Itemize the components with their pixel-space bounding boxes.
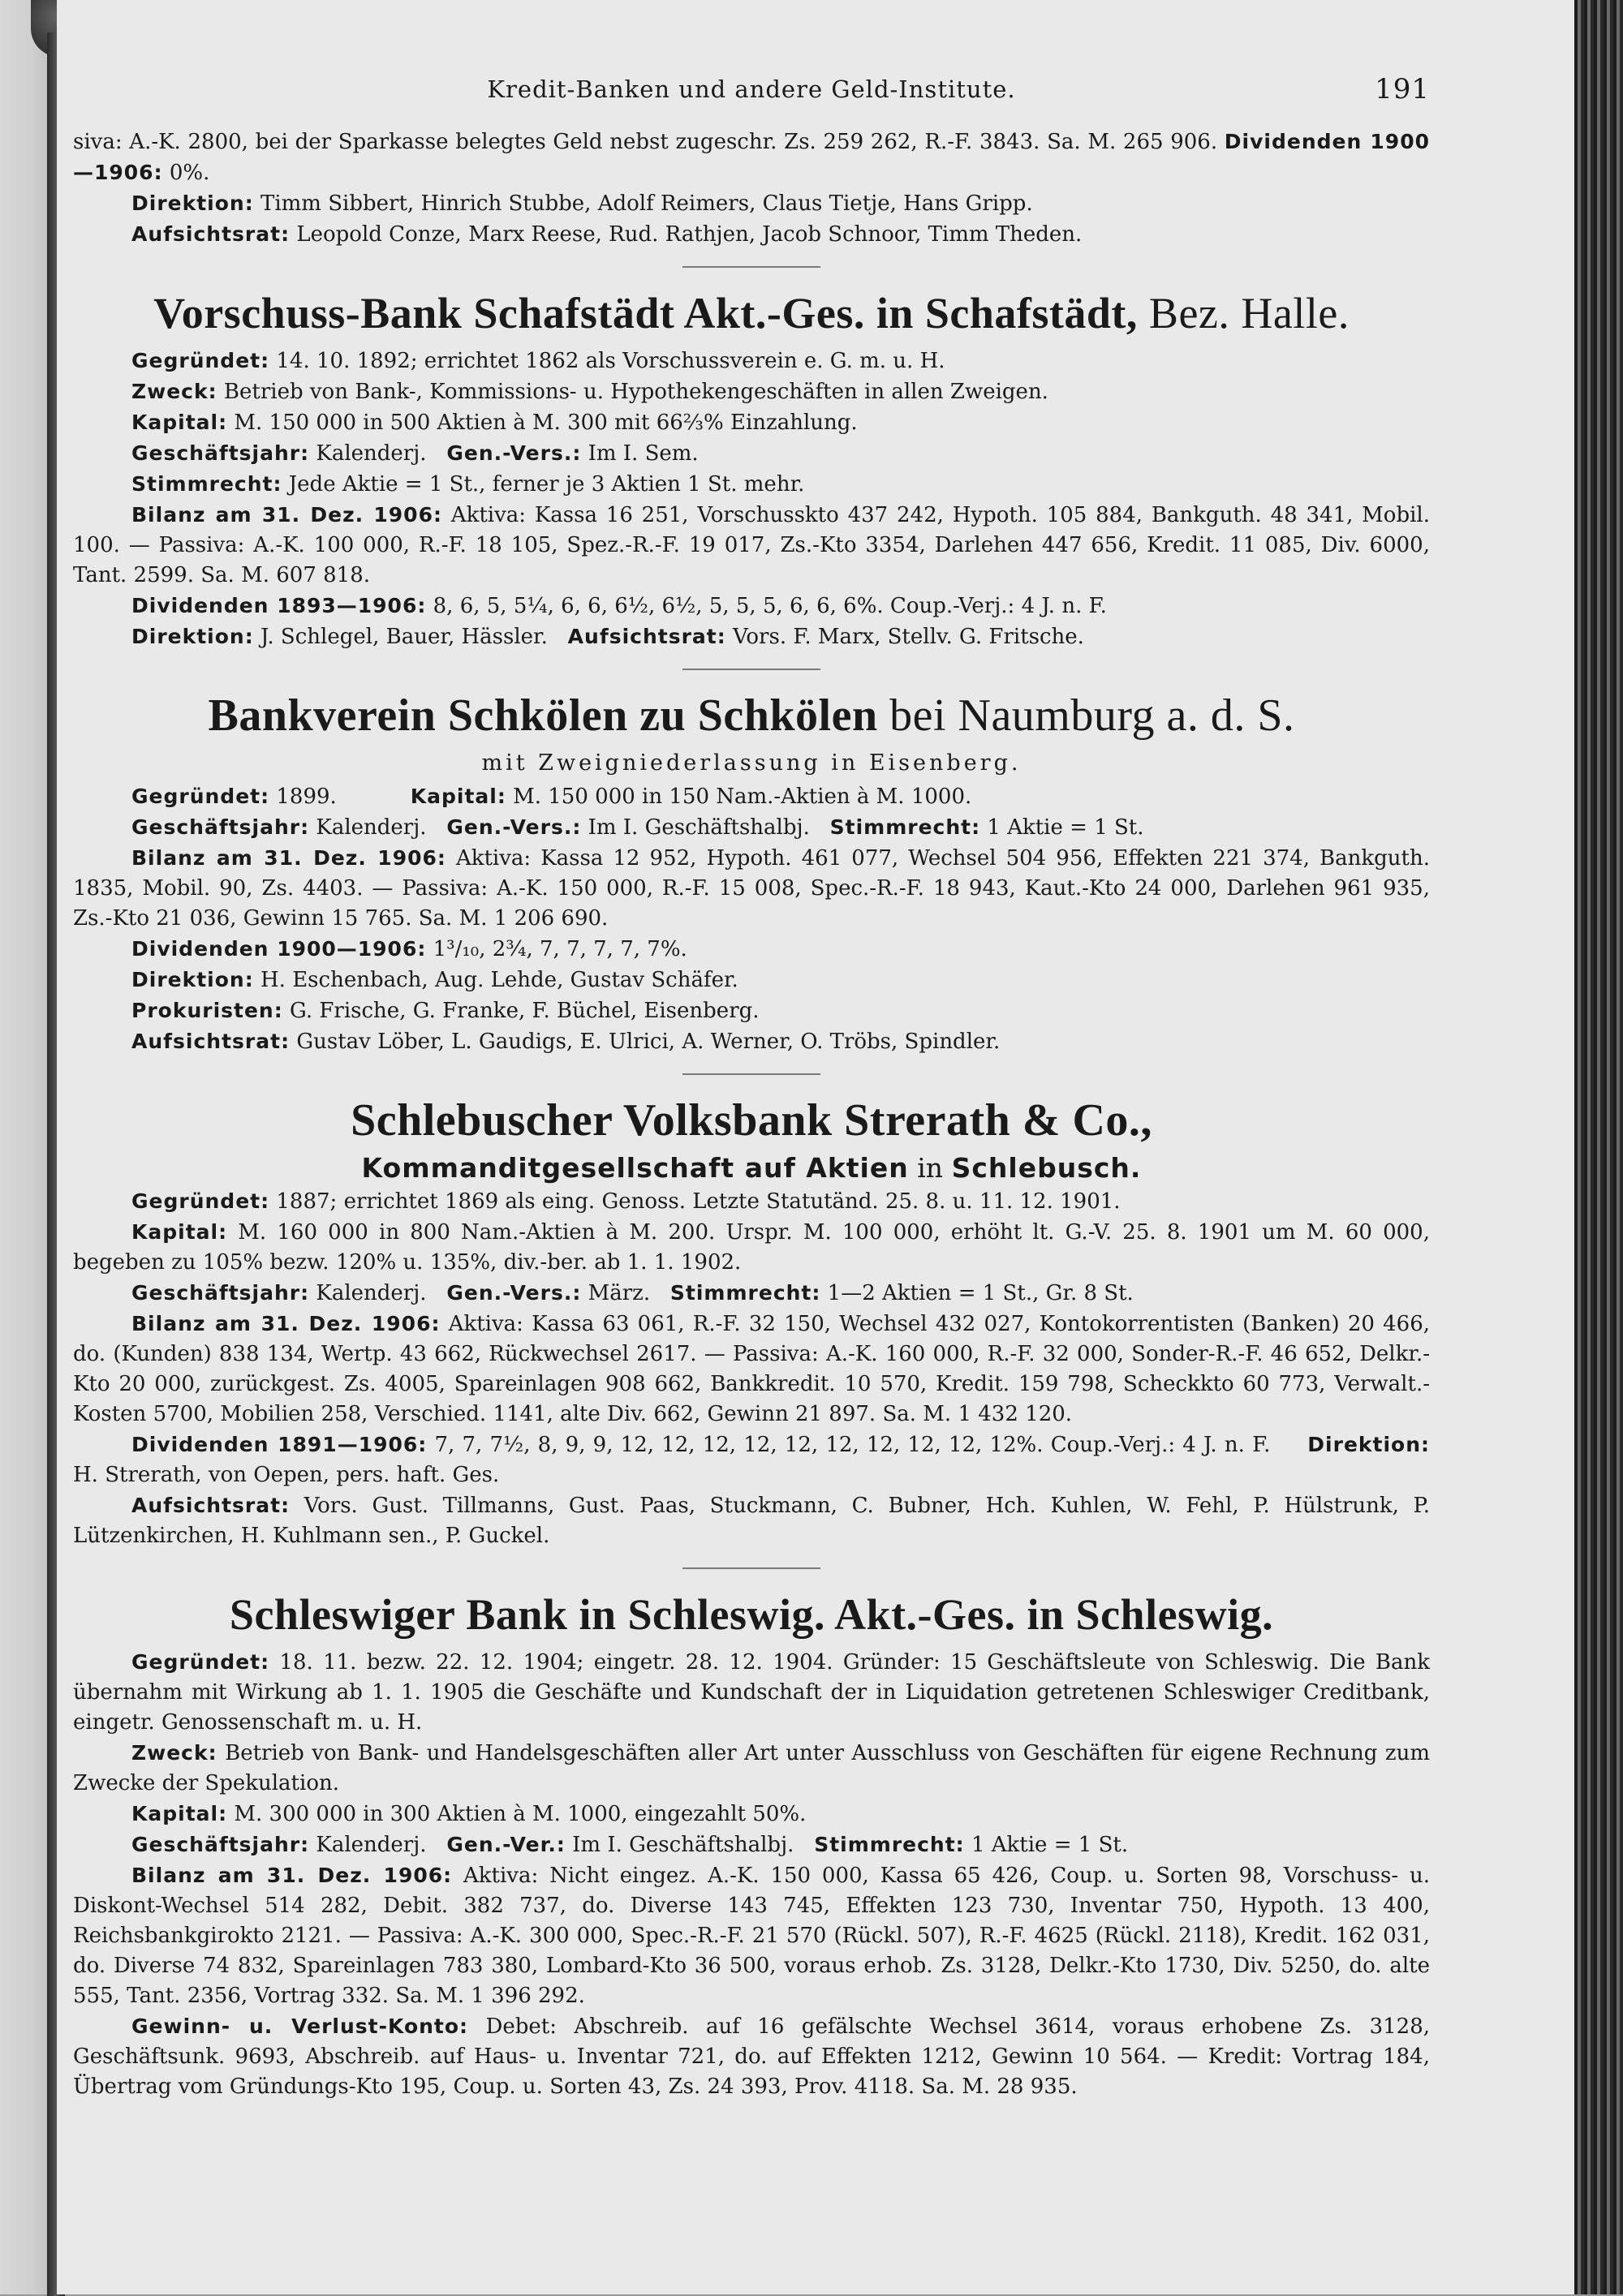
prev-entry-aufsichtsrat: Aufsichtsrat: Leopold Conze, Marx Reese, Rud. Rathjen, Jacob Schnoor, Timm Theden. xyxy=(131,222,1083,247)
entry-subtitle: Kommanditgesellschaft auf Aktien in Schlebusch. xyxy=(361,1152,1142,1184)
page-number: 191 xyxy=(1375,73,1430,105)
entry-schleswiger-bank xyxy=(73,1587,1430,2102)
entry-title: Vorschuss-Bank Schafstädt Akt.-Ges. in Schafstädt, Bez. Halle. xyxy=(153,289,1350,338)
entry-title: Schlebuscher Volksbank Strerath & Co., xyxy=(351,1095,1152,1146)
section-divider xyxy=(682,669,820,670)
entry-line: Geschäftsjahr: Kalenderj. Gen.-Vers.: März. Stimmrecht: 1—2 Aktien = 1 St., Gr. 8 St. xyxy=(131,1281,1134,1305)
entry-title: Bankverein Schkölen zu Schkölen bei Naumburg a. d. S. xyxy=(208,690,1295,741)
entry-line: Direktion: H. Eschenbach, Aug. Lehde, Gustav Schäfer. xyxy=(131,968,738,992)
entry-line: Gegründet: 1887; errichtet 1869 als eing. Genoss. Letzte Statutänd. 25. 8. u. 11. 12. 1901. xyxy=(131,1189,1121,1214)
section-divider xyxy=(682,266,820,268)
entry-line: Kapital: M. 160 000 in 800 Nam.-Aktien à M. 200. Urspr. M. 100 000, erhöht lt. G.-V. 25. 8. 1901 um M. 60 000, begeben zu 105% bezw. 120% u. 135%, div.-ber. ab 1. 1. 1902. xyxy=(73,1220,1430,1275)
prev-entry-continuation xyxy=(73,127,1430,250)
entry-line: Dividenden 1900—1906: 1³/₁₀, 2¾, 7, 7, 7, 7, 7%. xyxy=(131,937,687,961)
entry-line: Dividenden 1891—1906: 7, 7, 7½, 8, 9, 9, 12, 12, 12, 12, 12, 12, 12, 12, 12, 12%. Coup.-Verj.: 4 J. n. F. Direktion: H. Strerath, von Oepen, pers. haft. Ges. xyxy=(73,1433,1431,1487)
running-title: Kredit-Banken und andere Geld-Institute. xyxy=(487,75,1016,103)
entry-line: Geschäftsjahr: Kalenderj. Gen.-Vers.: Im I. Geschäftshalbj. Stimmrecht: 1 Aktie = 1 St. xyxy=(131,815,1144,840)
entry-line: Kapital: M. 300 000 in 300 Aktien à M. 1000, eingezahlt 50%. xyxy=(131,1802,807,1826)
prev-entry-direktion: Direktion: Timm Sibbert, Hinrich Stubbe, Adolf Reimers, Claus Tietje, Hans Gripp. xyxy=(131,191,1033,216)
section-divider xyxy=(682,1567,820,1569)
entry-line: Stimmrecht: Jede Aktie = 1 St., ferner je 3 Aktien 1 St. mehr. xyxy=(131,472,805,497)
entry-vorschuss-bank-schafstaedt xyxy=(73,286,1430,652)
book-binding-left xyxy=(0,0,57,2294)
entry-schlebuscher-volksbank xyxy=(73,1093,1430,1551)
entry-title: Schleswiger Bank in Schleswig. Akt.-Ges. in Schleswig. xyxy=(229,1590,1274,1639)
entry-line: Bilanz am 31. Dez. 1906: Aktiva: Nicht eingez. A.-K. 150 000, Kassa 65 426, Coup. u. Sorten 98, Vorschuss- u. Diskont-Wechsel 514 282, Debit. 382 737, do. Diverse 143 745, Effekten 123 730, Inventar 750, Hypoth. 13 400, Reichsbankgirokto 2121. — Passiva: A.-K. 300 000, Spec.-R.-F. 21 570 (Rückl. 507), R.-F. 4625 (Rückl. 2118), Kredit. 162 031, do. Diverse 74 832, Spareinlagen 783 380, Lombard-Kto 36 500, voraus erhob. Zs. 3128, Delkr.-Kto 1730, Div. 5250, do. alte 555, Tant. 2356, Vortrag 332. Sa. M. 1 396 292. xyxy=(73,1864,1430,2008)
prev-entry-text: siva: A.-K. 2800, bei der Sparkasse belegtes Geld nebst zugeschr. Zs. 259 262, R.-F. 3843. Sa. M. 265 906. Dividenden 1900—1906: 0%. xyxy=(73,130,1430,185)
entry-line: Dividenden 1893—1906: 8, 6, 5, 5¼, 6, 6, 6½, 6½, 5, 5, 5, 6, 6, 6%. Coup.-Verj.: 4 J. n. F. xyxy=(131,594,1107,618)
running-header xyxy=(73,75,1430,115)
entry-line: Bilanz am 31. Dez. 1906: Aktiva: Kassa 63 061, R.-F. 32 150, Wechsel 432 027, Kontokorrentisten (Banken) 20 466, do. (Kunden) 838 134, Wertp. 43 662, Rückwechsel 2617. — Passiva: A.-K. 160 000, R.-F. 32 000, Sonder-R.-F. 46 652, Delkr.-Kto 20 000, zurückgest. Zs. 4005, Spareinlagen 908 662, Bankkredit. 10 570, Kredit. 159 798, Scheckkto 60 773, Verwalt.-Kosten 5700, Mobilien 258, Verschied. 1141, alte Div. 662, Gewinn 21 897. Sa. M. 1 432 120. xyxy=(73,1312,1430,1426)
entry-line: Aufsichtsrat: Gustav Löber, L. Gaudigs, E. Ulrici, A. Werner, O. Tröbs, Spindler. xyxy=(131,1030,1001,1054)
entry-line: Kapital: M. 150 000 in 500 Aktien à M. 300 mit 66⅔% Einzahlung. xyxy=(131,411,858,435)
entry-line: Zweck: Betrieb von Bank-, Kommissions- u. Hypothekengeschäften in allen Zweigen. xyxy=(131,380,1048,404)
entry-line: Prokuristen: G. Frische, G. Franke, F. Büchel, Eisenberg. xyxy=(131,999,760,1023)
entry-line: Gewinn- u. Verlust-Konto: Debet: Abschreib. auf 16 gefälschte Wechsel 3614, voraus erhobene Zs. 3128, Geschäftsunk. 9693, Abschreib. auf Haus- u. Inventar 721, do. auf Effekten 1212, Gewinn 10 564. — Kredit: Vortrag 184, Übertrag vom Gründungs-Kto 195, Coup. u. Sorten 43, Zs. 24 393, Prov. 4118. Sa. M. 28 935. xyxy=(73,2014,1431,2099)
entry-subtitle: mit Zweigniederlassung in Eisenberg. xyxy=(481,750,1022,776)
entry-line: Gegründet: 1899. Kapital: M. 150 000 in 150 Nam.-Aktien à M. 1000. xyxy=(131,785,972,809)
entry-line: Bilanz am 31. Dez. 1906: Aktiva: Kassa 12 952, Hypoth. 461 077, Wechsel 504 956, Effekten 221 374, Bankguth. 1835, Mobil. 90, Zs. 4403. — Passiva: A.-K. 150 000, R.-F. 15 008, Spec.-R.-F. 18 943, Kaut.-Kto 24 000, Darlehen 961 935, Zs.-Kto 21 036, Gewinn 15 765. Sa. M. 1 206 690. xyxy=(73,846,1430,931)
entry-bankverein-schkoelen xyxy=(73,688,1430,1057)
entry-line: Gegründet: 18. 11. bezw. 22. 12. 1904; eingetr. 28. 12. 1904. Gründer: 15 Geschäftsleute von Schleswig. Die Bank übernahm mit Wirkung ab 1. 1. 1905 die Geschäfte und Kundschaft der in Liquidation getretenen Schleswiger Creditbank, eingetr. Genossenschaft m. u. H. xyxy=(73,1650,1431,1735)
entry-line: Aufsichtsrat: Vors. Gust. Tillmanns, Gust. Paas, Stuckmann, C. Bubner, Hch. Kuhlen, W. Fehl, P. Hülstrunk, P. Lützenkirchen, H. Kuhlmann sen., P. Guckel. xyxy=(73,1494,1430,1548)
entry-line: Bilanz am 31. Dez. 1906: Aktiva: Kassa 16 251, Vorschusskto 437 242, Hypoth. 105 884, Bankguth. 48 341, Mobil. 100. — Passiva: A.-K. 100 000, R.-F. 18 105, Spez.-R.-F. 19 017, Zs.-Kto 3354, Darlehen 447 656, Kredit. 11 085, Div. 6000, Tant. 2599. Sa. M. 607 818. xyxy=(73,503,1431,587)
section-divider xyxy=(682,1073,820,1075)
entry-line: Geschäftsjahr: Kalenderj. Gen.-Ver.: Im I. Geschäftshalbj. Stimmrecht: 1 Aktie = 1 St. xyxy=(131,1833,1129,1857)
entry-line: Zweck: Betrieb von Bank- und Handelsgeschäften aller Art unter Ausschluss von Geschäften für eigene Rechnung zum Zwecke der Spekulation. xyxy=(73,1741,1431,1795)
entry-line: Direktion: J. Schlegel, Bauer, Hässler. Aufsichtsrat: Vors. F. Marx, Stellv. G. Fritsche. xyxy=(131,625,1084,649)
page-content xyxy=(73,75,1430,2102)
entry-line: Geschäftsjahr: Kalenderj. Gen.-Vers.: Im I. Sem. xyxy=(131,441,699,466)
entry-line: Gegründet: 14. 10. 1892; errichtet 1862 als Vorschussverein e. G. m. u. H. xyxy=(131,349,945,373)
book-binding-right xyxy=(1574,0,1623,2294)
